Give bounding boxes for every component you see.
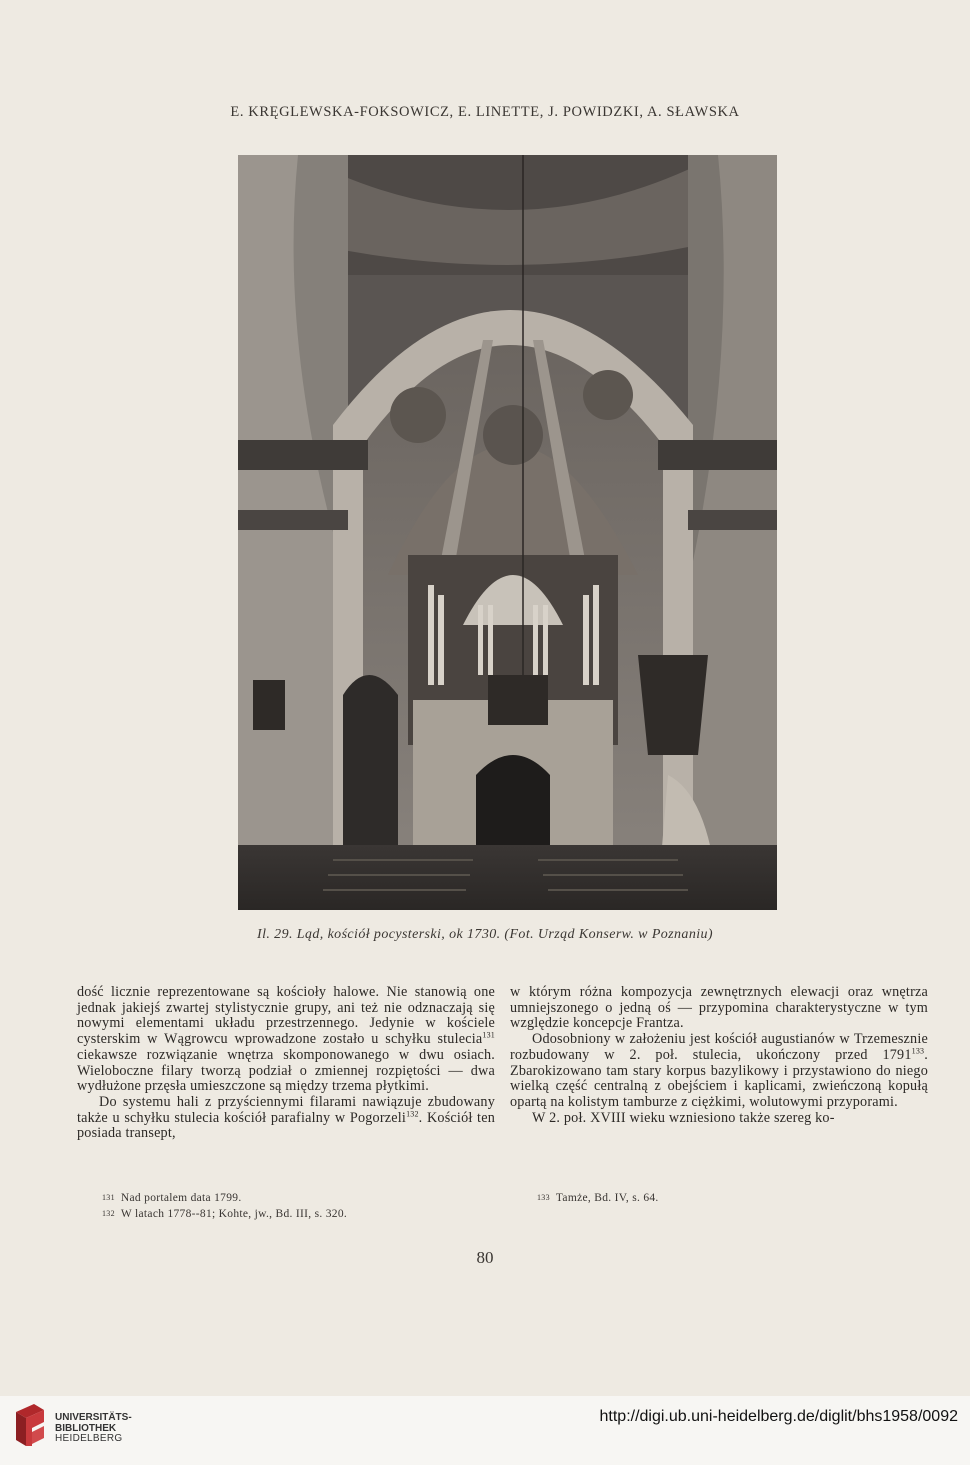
paragraph: [77, 985, 495, 1095]
church-interior-photo: [238, 155, 777, 910]
footnotes-left: [102, 1190, 347, 1222]
footnote-text: Nad portalem data 1799.: [120, 1192, 242, 1204]
page-number: 80: [476, 1248, 494, 1267]
paragraph: w którym różna kompozycja zewnętrznych elewacji oraz wnętrza umniejszonego o jedną oś — przypomina charakterystyczne w tym względzie koncepcje Frantza.: [510, 984, 928, 1032]
footnote-132: [102, 1206, 347, 1222]
footnote-ref[interactable]: 131: [482, 1030, 495, 1040]
library-name: [55, 1413, 132, 1445]
running-header: E. KRĘGLEWSKA-FOKSOWICZ, E. LINETTE, J. POWIDZKI, A. SŁAWSKA: [230, 104, 740, 120]
library-logo-icon: [10, 1402, 50, 1452]
source-url-link[interactable]: http://digi.ub.uni-heidelberg.de/diglit/bhs1958/0092: [599, 1408, 958, 1425]
text-run: . Zbarokizowano tam stary korpus bazylikowy i przystawiono do niego wielką część centralną z obejściem i kaplicami, zwieńczoną kopułą opartą na kolistym tamburze z ciężkimi, wolutowymi przyporami.: [510, 1046, 928, 1110]
footnote-number: 133: [537, 1193, 550, 1202]
library-name-line: UNIVERSITÄTS-: [55, 1412, 132, 1423]
text-column-left: [77, 985, 495, 1142]
paragraph: [510, 1032, 928, 1111]
footnote-text: Tamże, Bd. IV, s. 64.: [555, 1192, 659, 1204]
footnote-ref[interactable]: 132: [406, 1108, 419, 1118]
text-run: ciekawsze rozwiązanie wnętrza skomponowanego w dwu osiach. Wieloboczne filary tworzą podział o zmiennej rozpiętości — dwa wydłużone przęsła umieszczone są między trzema płytkimi.: [77, 1046, 495, 1095]
text-run: Odosobniony w założeniu jest kościół augustianów w Trzemesznie rozbudowany w 2. poł. stulecia, ukończony przed 1791: [510, 1031, 928, 1063]
library-footer: [0, 1396, 970, 1465]
library-name-line: HEIDELBERG: [55, 1433, 123, 1444]
text-run: Do systemu hali z przyściennymi filarami nawiązuje zbudowany także u schyłku stulecia kościół parafialny w Pogorzeli: [77, 1093, 495, 1126]
footnote-ref[interactable]: 133: [911, 1046, 925, 1056]
figure-caption: Il. 29. Ląd, kościół pocysterski, ok 1730. (Fot. Urząd Konserw. w Poznaniu): [257, 927, 713, 942]
text-column-right: [510, 985, 928, 1126]
footnotes-right: [537, 1190, 659, 1206]
library-name-line: BIBLIOTHEK: [55, 1422, 117, 1434]
footnote-131: [102, 1190, 347, 1206]
footnote-text: W latach 1778--81; Kohte, jw., Bd. III, s. 320.: [120, 1208, 348, 1220]
text-run: dość licznie reprezentowane są kościoły halowe. Nie stanowią one jednak jakiejś zwartej stylistycznie grupy, ani też nie odznaczają się nowymi elementami układu przestrzennego. Jedynie w kościele cysterskim w Wągrowcu wprowadzone zostało u schyłku stulecia: [77, 984, 495, 1048]
paragraph: [77, 1095, 495, 1142]
photo-illustration: [238, 155, 777, 910]
footnote-number: 131: [102, 1193, 115, 1202]
paragraph: W 2. poł. XVIII wieku wzniesiono także szereg ko-: [532, 1109, 835, 1126]
footnote-133: [537, 1190, 659, 1206]
text-run: . Kościół ten posiada transept,: [77, 1109, 495, 1142]
footnote-number: 132: [102, 1209, 115, 1218]
